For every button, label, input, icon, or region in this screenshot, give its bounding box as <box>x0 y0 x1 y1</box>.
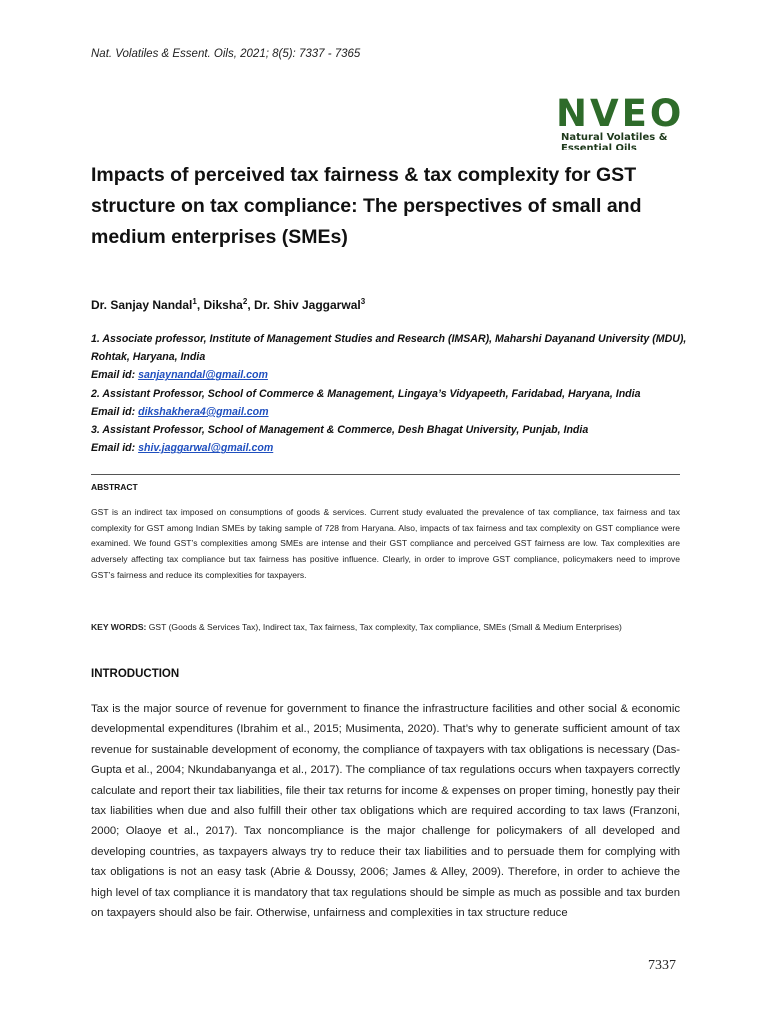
section-divider <box>91 474 680 475</box>
author-name: Dr. Shiv Jaggarwal <box>253 298 361 312</box>
paper-title: Impacts of perceived tax fairness & tax complexity for GST structure on tax compliance: The perspectives of small and medium enterprises (SMEs) <box>91 164 642 248</box>
email-link[interactable]: dikshakhera4@gmail.com <box>138 405 269 418</box>
abstract-text: GST is an indirect tax imposed on consumptions of goods & services. Current study evaluated the prevalence of tax compliance, tax fairness and tax complexity for GST among Indian SMEs by taking sample of 728 from Haryana. Also, impacts of tax fairness and tax complexity on GST compliance were examined. We found GST’s complexities among SMEs are intense and their GST compliance and perceived GST fairness are low. Tax complexities are adversely affecting tax compliance but tax fairness has positive influence. Clearly, in order to improve GST compliance, policymakers need to improve GST’s fairness and reduce its complexities for taxpayers. <box>91 507 680 580</box>
keywords-text: GST (Goods & Services Tax), Indirect tax, Tax fairness, Tax complexity, Tax compliance, SMEs (Small & Medium Enterprises) <box>146 622 622 632</box>
author-separator: , <box>247 298 254 312</box>
author-separator: , <box>196 298 204 312</box>
author-name: Diksha <box>203 298 243 312</box>
affiliation-email <box>91 366 691 384</box>
author-name: Dr. Sanjay Nandal <box>91 298 193 312</box>
affiliation-email <box>91 403 691 421</box>
journal-reference: Nat. Volatiles & Essent. Oils, 2021; 8(5): 7337 - 7365 <box>91 48 361 60</box>
email-label: Email id: <box>91 369 139 382</box>
abstract-heading: ABSTRACT <box>91 482 138 492</box>
page-number: 7337 <box>648 958 676 973</box>
keywords-label: KEY WORDS: <box>91 622 147 632</box>
journal-logo <box>556 96 690 150</box>
author-affiliation-mark: 2 <box>242 297 248 306</box>
keywords <box>91 620 680 636</box>
affiliation-item: 1. Associate professor, Institute of Management Studies and Research (IMSAR), Maharshi Dayanand University (MDU), Rohtak, Haryana, India <box>91 333 687 364</box>
email-label: Email id: <box>91 442 139 455</box>
affiliation-list <box>91 330 691 457</box>
affiliation-item: 2. Assistant Professor, School of Commerce & Management, Lingaya’s Vidyapeeth, Faridabad, Haryana, India <box>91 387 641 400</box>
author-list <box>91 297 365 312</box>
logo-subtitle-line1: Natural Volatiles & <box>561 132 668 143</box>
email-label: Email id: <box>91 405 139 418</box>
introduction-text: Tax is the major source of revenue for government to finance the infrastructure facilities and other social & economic developmental expenditures (Ibrahim et al., 2015; Musimenta, 2020). That’s why to generate sufficient amount of tax revenue for sustainable development of economy, the compliance of taxpayers with tax obligations is necessary (Das-Gupta et al., 2004; Nkundabanyanga et al., 2017). The compliance of tax regulations occurs when taxpayers correctly calculate and report their tax liabilities, file their tax returns for income & expenses on proper timing, honestly pay their tax liabilities when due and also fulfill their other tax obligations which are required according to tax laws (Franzoni, 2000; Olaoye et al., 2017). Tax noncompliance is the major challenge for policymakers of all developed and developing countries, as taxpayers always try to reduce their tax liabilities and to persuade them for complying with tax obligations is not an easy task (Abrie & Doussy, 2006; James & Alley, 2009). Therefore, in order to achieve the high level of tax compliance it is mandatory that tax regulations should be simple as much as possible and tax burden on taxpayers should also be fair. Otherwise, unfairness and complexities in tax structure reduce <box>91 703 680 920</box>
email-link[interactable]: sanjaynandal@gmail.com <box>138 369 268 382</box>
author-affiliation-mark: 1 <box>192 297 197 306</box>
author-affiliation-mark: 3 <box>360 297 366 306</box>
affiliation-item: 3. Assistant Professor, School of Management & Commerce, Desh Bhagat University, Punjab, India <box>91 424 589 437</box>
logo-mark: NVEO <box>556 96 685 135</box>
logo-subtitle-line2: Essential Oils <box>561 143 637 150</box>
email-link[interactable]: shiv.jaggarwal@gmail.com <box>138 442 274 455</box>
affiliation-email <box>91 439 691 457</box>
introduction-heading: INTRODUCTION <box>91 668 180 680</box>
